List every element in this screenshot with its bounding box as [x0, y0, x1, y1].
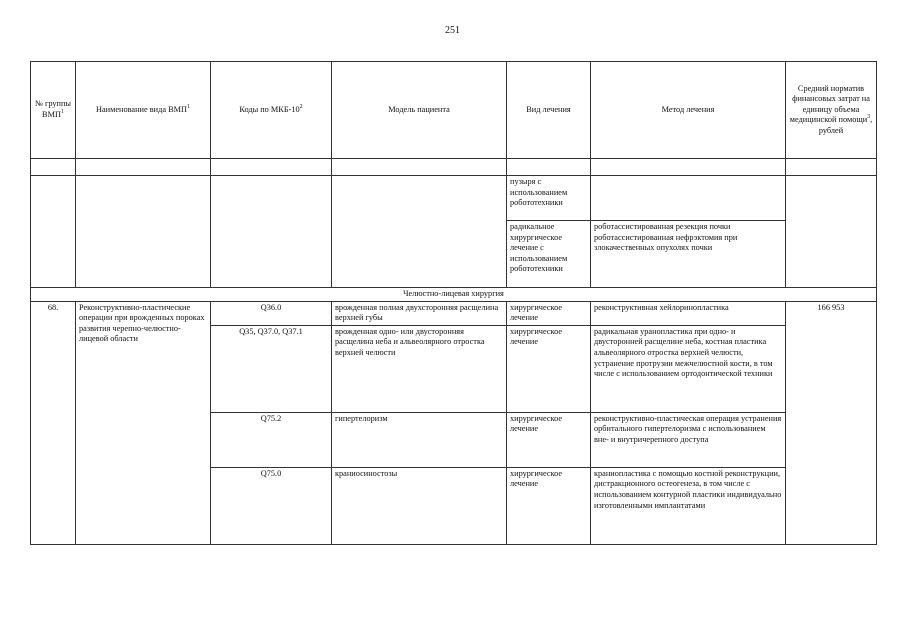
continuation-treatment-type-2: радикальное хирургическое лечение с использованием робототехники [507, 221, 591, 288]
group-number: 68. [31, 301, 76, 544]
header-treatment-type: Вид лечения [507, 62, 591, 159]
page-number: 251 [445, 25, 460, 36]
header-row [31, 62, 877, 159]
icd-code: Q75.2 [211, 412, 332, 467]
header-group-number: № группы ВМП$^1$ [31, 62, 76, 159]
treatment-type: хирургическое лечение [507, 467, 591, 544]
patient-model: гипертелоризм [332, 412, 507, 467]
icd-code: Q35, Q37.0, Q37.1 [211, 325, 332, 412]
patient-model: врожденная одно- или двусторонняя расщелина неба и альвеолярного отростка верхней челюсти [332, 325, 507, 412]
header-treatment-method: Метод лечения [591, 62, 786, 159]
header-patient-model: Модель пациента [332, 62, 507, 159]
icd-code: Q75.0 [211, 467, 332, 544]
vmp-table [30, 61, 877, 545]
cost-value: 166 953 [786, 301, 877, 544]
treatment-method: реконструктивная хейлоринопластика [591, 301, 786, 325]
header-vmp-name: Наименование вида ВМП$^1$ [76, 62, 211, 159]
header-icd-codes: Коды по МКБ-$10^2$ [211, 62, 332, 159]
icd-code: Q36.0 [211, 301, 332, 325]
continuation-row-1 [31, 176, 877, 221]
treatment-type: хирургическое лечение [507, 412, 591, 467]
patient-model: врожденная полная двухсторонняя расщелина верхней губы [332, 301, 507, 325]
treatment-method: реконструктивно-пластическая операция устранения орбитального гипертелоризма с использованием вне- и внутричерепного доступа [591, 412, 786, 467]
table-row [31, 301, 877, 325]
continuation-treatment-type-1: пузыря с использованием робототехники [507, 176, 591, 221]
continuation-treatment-method-2: роботассистированная резекция почки роботассистированная нефрэктомия при злокачественных опухолях почки [591, 221, 786, 288]
group-name: Реконструктивно-пластические операции при врожденных пороках развития черепно-челюстно-лицевой области [76, 301, 211, 544]
header-cost-standard: Средний норматив финансовых затрат на единицу объема медицинской помощи$^3$, рублей [786, 62, 877, 159]
spacer-row [31, 159, 877, 176]
section-title: Челюстно-лицевая хирургия [31, 288, 877, 302]
section-row [31, 288, 877, 302]
treatment-method: радикальная уранопластика при одно- и двусторонней расщелине неба, костная пластика альвеолярного отростка верхней челюсти, устранение протрузии межчелюстной кости, в том числе с использованием ортодонтической техники [591, 325, 786, 412]
treatment-type: хирургическое лечение [507, 301, 591, 325]
treatment-method: краниопластика с помощью костной реконструкции, дистракционного остеогенеза, в том числе с использованием контурной пластики индивидуально изготовленными имплантатами [591, 467, 786, 544]
treatment-type: хирургическое лечение [507, 325, 591, 412]
patient-model: краниосиностозы [332, 467, 507, 544]
